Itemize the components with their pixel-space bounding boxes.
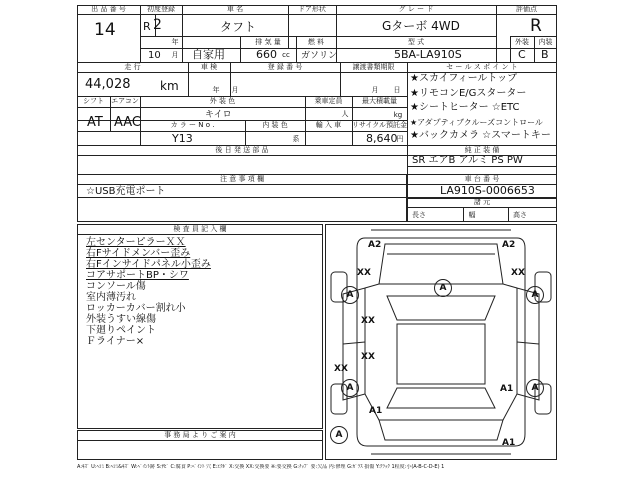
dims-height: 高さ — [513, 211, 527, 219]
model-name-label: 車 名 — [226, 5, 244, 13]
score: R — [530, 16, 542, 36]
inspection-item: コンソール傷 — [86, 281, 146, 292]
door-label: ドア形状 — [298, 5, 326, 13]
option: SR エアB アルミ PS PW — [412, 155, 523, 166]
damage-mark: A — [341, 286, 359, 304]
disp-unit: cc — [282, 51, 290, 59]
reg-month: 10 — [148, 50, 161, 61]
inspection-label: 検 査 員 記 入 欄 — [173, 225, 227, 233]
damage-mark: A — [330, 426, 348, 444]
model-type: 5BA-LA910S — [394, 48, 462, 61]
dims-width: 幅 — [468, 211, 476, 219]
sales-point: ★リモコンE/Gスターター — [410, 88, 527, 99]
load-unit: kg — [393, 111, 403, 119]
damage-mark: XX — [361, 316, 375, 326]
inspection-year-unit: 年 — [212, 86, 220, 94]
damage-mark: XX — [357, 268, 371, 278]
ac: AAC — [114, 115, 141, 130]
month-unit: 月 — [171, 51, 179, 59]
legend: A:ｷｽﾞ U:ﾍｺﾐ B:ﾍｺﾐ&ｷｽﾞ W:ﾍﾟｲﾝﾄ跡 S:ｻﾋﾞ C:腐食 P:ﾍﾟｲﾝﾄ 穴 E:ｴｸﾎﾞ X:交換 XX:交換要 ※:要交換 G:ﾁｯﾌﾟ 要:欠品 内:修理 G:ｶﾞﾗｽ 損傷 Y:ｸﾗｯｸ 1程度:小(A-B-C-D-E) 1 — [77, 464, 445, 470]
recycle-fee-label: リサイクル預託金 — [352, 121, 408, 129]
damage-mark: XX — [511, 268, 525, 278]
first-reg-label: 初度登録 — [147, 5, 175, 13]
damage-mark: A2 — [368, 240, 382, 250]
int-grade: B — [541, 48, 549, 61]
mileage-label: 走 行 — [124, 63, 141, 71]
inspection-item: 下廻りペイント — [86, 325, 156, 336]
recycle-fee: 8,640 — [366, 132, 398, 145]
capacity-unit: 人 — [341, 110, 349, 118]
sales-label: セ ー ル ス ポ イ ン ト — [446, 63, 518, 71]
color: キイロ — [205, 110, 232, 120]
after-label: 後 日 発 送 部 品 — [215, 146, 269, 154]
disp-label: 排 気 量 — [255, 38, 281, 46]
purpose: 自家用 — [192, 48, 225, 61]
sales-point: ★アダプティブクルーズコントロール — [410, 118, 543, 127]
damage-mark: A — [434, 279, 452, 297]
shift-label: シフト — [83, 97, 104, 105]
inspection-label: 車 検 — [200, 63, 218, 71]
ext-grade: C — [518, 48, 526, 61]
damage-mark: A1 — [500, 384, 514, 394]
inspection-item: 右Fインサイドパネル小歪み — [86, 259, 211, 270]
damage-mark: A2 — [502, 240, 516, 250]
chassis-label: 車 台 番 号 — [464, 175, 500, 183]
inspection-item: 左センターピラーＸＸ — [86, 237, 186, 248]
type-label: 型 式 — [407, 38, 425, 46]
sales-point: ★スカイフィールトップ — [410, 73, 518, 84]
inspection-item: ロッカーカバー割れ小 — [86, 303, 186, 314]
fuel-label: 燃 料 — [307, 38, 325, 46]
color-no: Y13 — [172, 132, 193, 145]
notes-label: 注 意 事 項 欄 — [220, 175, 264, 183]
ac-label: エアコン — [111, 97, 139, 105]
regno-label: 登 録 番 号 — [267, 63, 303, 71]
lot-label: 出 品 番 号 — [91, 5, 126, 13]
sales-point: ★バックカメラ ☆スマートキー — [410, 130, 551, 141]
era: R — [143, 20, 151, 33]
color-label: 外 装 色 — [209, 97, 236, 105]
sales-point: ★シートヒーター ☆ETC — [410, 102, 520, 113]
import-label: 輸 入 車 — [315, 121, 342, 129]
mileage-unit: km — [160, 79, 179, 93]
reg-year: 2 — [153, 17, 162, 33]
inspection-item: コアサポートBP・シワ — [86, 270, 189, 281]
fuel: ガソリン — [301, 51, 338, 61]
inspection-item: Ｆライナー× — [86, 336, 145, 347]
load-label: 最大積載量 — [362, 97, 397, 105]
inspection-item: 室内薄汚れ — [86, 292, 136, 303]
mileage: 44,028 — [85, 77, 131, 92]
office-label: 事 務 局 よ り ご 案 内 — [164, 431, 236, 439]
int-label: 内装 — [538, 38, 553, 46]
damage-mark: A1 — [502, 438, 516, 448]
note: ☆USB充電ポート — [86, 186, 166, 197]
recycle-label: 譲渡書類期限 — [352, 63, 395, 71]
model-name: タフト — [220, 20, 257, 34]
grade-label: グ レ ー ド — [398, 5, 434, 13]
color-no-label: カ ラ ー N o . — [170, 121, 215, 129]
damage-mark: A — [526, 286, 544, 304]
grade: Gターボ 4WD — [382, 19, 460, 33]
damage-mark: XX — [361, 352, 375, 362]
ext-label: 外装 — [515, 38, 529, 46]
damage-mark: A — [526, 379, 544, 397]
option-label: 純 正 装 備 — [464, 146, 500, 154]
recycle-fee-unit: 円 — [396, 135, 404, 143]
chassis-number: LA910S-0006653 — [440, 184, 535, 197]
capacity-label: 乗車定員 — [314, 97, 343, 105]
lot-number: 14 — [94, 20, 116, 40]
dims-label: 諸 元 — [473, 198, 491, 206]
damage-mark: A — [341, 379, 359, 397]
int-color-unit: 系 — [292, 135, 300, 143]
dims-length: 長さ — [412, 211, 426, 219]
score-label: 評価点 — [516, 5, 537, 13]
disp-value: 660 — [256, 48, 277, 61]
recycle-month-unit: 月 — [371, 86, 379, 94]
inspection-items — [86, 237, 211, 347]
inspection-item: 右Fサイドメンバー歪み — [86, 248, 191, 259]
damage-mark: A1 — [369, 406, 383, 416]
recycle-day-unit: 日 — [393, 86, 401, 94]
year-unit: 年 — [171, 38, 179, 46]
damage-mark: XX — [334, 364, 348, 374]
inspection-item: 外装うすい線傷 — [86, 314, 156, 325]
inspection-month-unit: 月 — [231, 86, 239, 94]
car-outline — [325, 224, 557, 460]
int-color-label: 内 装 色 — [262, 121, 288, 129]
shift: AT — [87, 115, 103, 130]
